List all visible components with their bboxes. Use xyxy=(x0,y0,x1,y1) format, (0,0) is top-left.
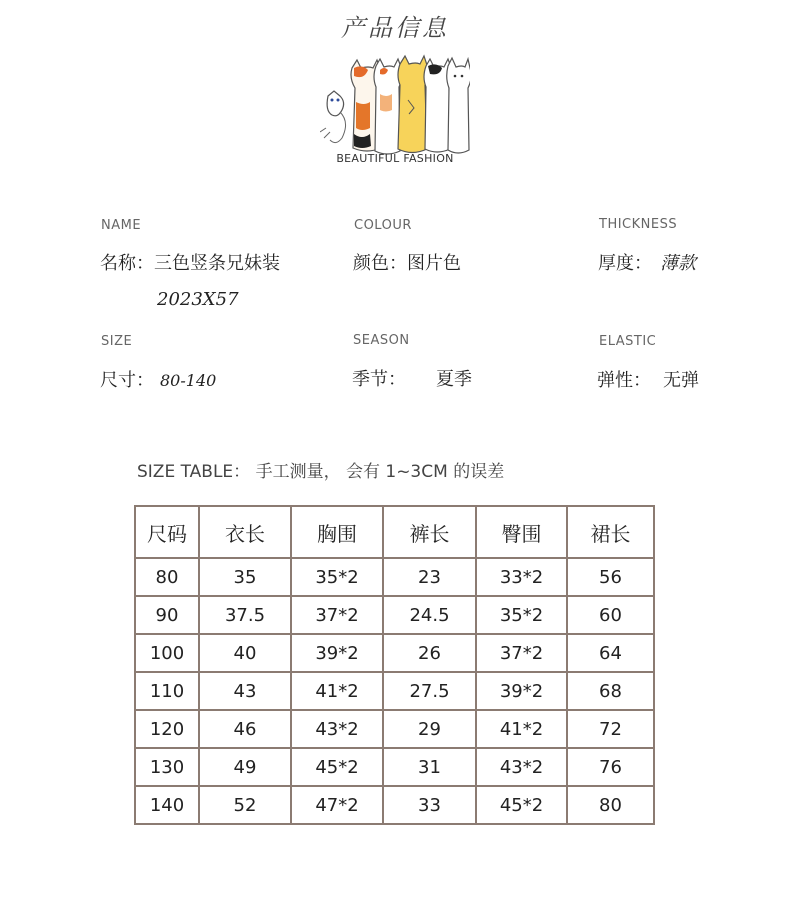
table-cell: 40 xyxy=(200,635,292,673)
table-cell: 29 xyxy=(384,711,477,749)
colour-label: 颜色： xyxy=(353,253,407,274)
table-cell: 43 xyxy=(200,673,292,711)
table-cell: 64 xyxy=(568,635,653,673)
table-cell: 37*2 xyxy=(292,597,384,635)
header-cell: 胸围 xyxy=(292,507,384,559)
elastic-field xyxy=(597,366,699,392)
table-cell: 39*2 xyxy=(292,635,384,673)
table-row xyxy=(136,787,653,823)
page-title: 产品信息 xyxy=(341,14,449,42)
table-cell: 39*2 xyxy=(477,673,568,711)
name-en-label: NAME xyxy=(101,218,142,233)
table-cell: 49 xyxy=(200,749,292,787)
size-table xyxy=(134,505,655,825)
name-value-code: 2023X57 xyxy=(157,289,239,310)
table-row xyxy=(136,635,653,673)
table-cell: 90 xyxy=(136,597,200,635)
table-cell: 68 xyxy=(568,673,653,711)
table-row xyxy=(136,711,653,749)
name-value: 三色竖条兄妹装 xyxy=(154,253,280,274)
table-cell: 80 xyxy=(136,559,200,597)
table-cell: 31 xyxy=(384,749,477,787)
table-cell: 120 xyxy=(136,711,200,749)
size-en-label: SIZE xyxy=(101,334,133,349)
table-cell: 33*2 xyxy=(477,559,568,597)
colour-en-label: COLOUR xyxy=(354,218,412,233)
table-cell: 47*2 xyxy=(292,787,384,823)
table-cell: 43*2 xyxy=(477,749,568,787)
table-cell: 110 xyxy=(136,673,200,711)
header-cell: 裤长 xyxy=(384,507,477,559)
table-cell: 35*2 xyxy=(292,559,384,597)
table-cell: 46 xyxy=(200,711,292,749)
table-cell: 80 xyxy=(599,794,622,816)
size-label: 尺寸： xyxy=(100,370,154,391)
season-en-label: SEASON xyxy=(353,333,410,348)
elastic-value: 无弹 xyxy=(663,370,699,391)
table-cell: 37*2 xyxy=(477,635,568,673)
season-value: 夏季 xyxy=(436,369,472,390)
header-cell: 尺码 xyxy=(136,507,200,559)
header-cell: 衣长 xyxy=(200,507,292,559)
table-cell: 76 xyxy=(568,749,653,787)
table-row xyxy=(136,597,653,635)
table-header-row xyxy=(136,507,653,559)
colour-value: 图片色 xyxy=(407,253,461,274)
table-cell: 60 xyxy=(568,597,653,635)
table-cell: 130 xyxy=(136,749,200,787)
table-cell: 43*2 xyxy=(292,711,384,749)
table-cell: 27.5 xyxy=(384,673,477,711)
size-table-caption: SIZE TABLE： 手工测量， 会有 1~3CM 的误差 xyxy=(137,462,505,482)
elastic-label: 弹性： xyxy=(597,370,651,391)
name-label: 名称： xyxy=(100,253,154,274)
elastic-en-label: ELASTIC xyxy=(599,334,657,349)
table-cell: 100 xyxy=(136,635,200,673)
table-cell: 45*2 xyxy=(292,749,384,787)
table-row xyxy=(136,673,653,711)
table-cell: 35 xyxy=(200,559,292,597)
season-field xyxy=(352,365,472,391)
table-cell: 56 xyxy=(568,559,653,597)
size-field xyxy=(100,366,216,392)
thickness-label: 厚度： xyxy=(598,253,652,274)
table-cell: 35*2 xyxy=(477,597,568,635)
table-cell: 23 xyxy=(384,559,477,597)
thickness-en-label: THICKNESS xyxy=(599,217,678,232)
table-cell: 41*2 xyxy=(477,711,568,749)
colour-field xyxy=(353,249,461,275)
size-value: 80-140 xyxy=(160,371,217,390)
table-cell: 37.5 xyxy=(200,597,292,635)
table-cell: 52 xyxy=(200,787,292,823)
table-cell: 72 xyxy=(568,711,653,749)
thickness-value: 薄款 xyxy=(660,253,696,274)
table-cell: 24.5 xyxy=(384,597,477,635)
table-row xyxy=(136,749,653,787)
header-cell: 裙长 xyxy=(568,507,653,559)
table-cell: 140 xyxy=(136,787,200,823)
thickness-field xyxy=(598,249,696,275)
name-field xyxy=(100,249,280,275)
table-cell: 45*2 xyxy=(477,787,568,823)
season-label: 季节： xyxy=(352,369,406,390)
table-cell: 41*2 xyxy=(292,673,384,711)
header-cell: 臀围 xyxy=(477,507,568,559)
table-cell: 26 xyxy=(384,635,477,673)
table-cell: 33 xyxy=(384,787,477,823)
table-row xyxy=(136,559,653,597)
logo-text: BEAUTIFUL FASHION xyxy=(336,152,454,165)
